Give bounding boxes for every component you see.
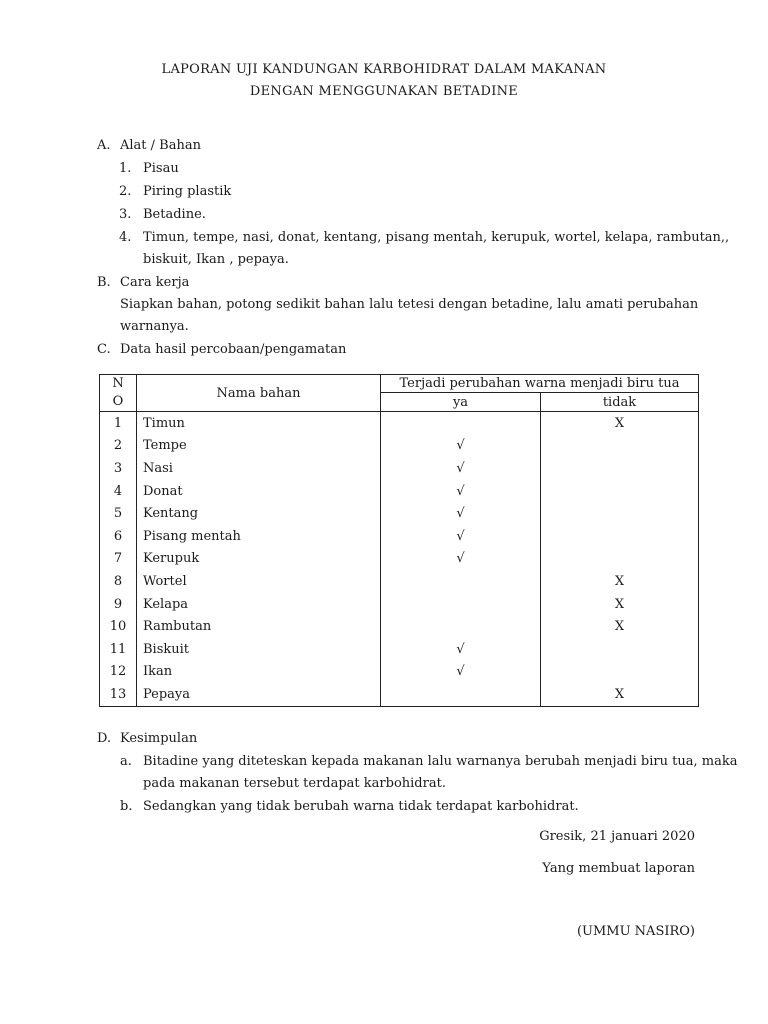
material-name: Kentang [137, 502, 381, 525]
ya-mark: √ [381, 525, 541, 548]
table-row [100, 457, 699, 480]
tidak-mark [541, 502, 699, 525]
table-row [100, 638, 699, 661]
material-name: Tempe [137, 435, 381, 458]
tidak-mark [541, 525, 699, 548]
no-header [100, 375, 137, 412]
ya-mark: √ [381, 480, 541, 503]
ya-mark [381, 570, 541, 593]
table-row [100, 435, 699, 458]
signatory-role: Yang membuat laporan [542, 861, 695, 876]
row-number: 5 [100, 502, 137, 525]
ya-mark: √ [381, 457, 541, 480]
material-name: Donat [137, 480, 381, 503]
conclusion-item-continuation: pada makanan tersebut terdapat karbohidrat. [143, 776, 446, 791]
row-number: 1 [100, 412, 137, 435]
tidak-mark [541, 548, 699, 571]
conclusion-item-marker: a. [120, 754, 132, 769]
section-a-letter: A. [97, 138, 111, 153]
row-number: 4 [100, 480, 137, 503]
material-name: Wortel [137, 570, 381, 593]
tidak-header: tidak [541, 393, 699, 412]
row-number: 13 [100, 683, 137, 706]
material-name: Timun [137, 412, 381, 435]
ya-mark: √ [381, 435, 541, 458]
no-header-top: N [112, 376, 124, 391]
color-change-header: Terjadi perubahan warna menjadi biru tua [381, 375, 699, 393]
material-name: Pisang mentah [137, 525, 381, 548]
section-d-heading: Kesimpulan [120, 731, 198, 746]
tool-item: Betadine. [143, 207, 206, 222]
row-number: 3 [100, 457, 137, 480]
row-number: 2 [100, 435, 137, 458]
report-title-line2: DENGAN MENGGUNAKAN BETADINE [249, 84, 519, 99]
observation-table [99, 374, 699, 707]
section-a-heading: Alat / Bahan [120, 138, 201, 153]
tidak-mark: X [541, 570, 699, 593]
row-number: 12 [100, 661, 137, 684]
procedure-text-line2: warnanya. [120, 319, 189, 334]
ya-mark: √ [381, 548, 541, 571]
tool-item: Piring plastik [143, 184, 232, 199]
table-row [100, 525, 699, 548]
material-name: Ikan [137, 661, 381, 684]
conclusion-item: Sedangkan yang tidak berubah warna tidak terdapat karbohidrat. [143, 799, 579, 814]
row-number: 6 [100, 525, 137, 548]
material-name: Biskuit [137, 638, 381, 661]
table-row [100, 593, 699, 616]
no-header-bottom: O [112, 394, 124, 409]
tool-item-number: 3. [119, 207, 132, 222]
table-row [100, 570, 699, 593]
section-b-heading: Cara kerja [120, 275, 190, 290]
ya-header: ya [381, 393, 541, 412]
table-row [100, 683, 699, 706]
tidak-mark [541, 638, 699, 661]
section-c-letter: C. [97, 342, 111, 357]
row-number: 10 [100, 615, 137, 638]
tidak-mark: X [541, 615, 699, 638]
ya-mark [381, 615, 541, 638]
section-b-letter: B. [97, 275, 111, 290]
tool-item-number: 1. [119, 161, 132, 176]
report-title-line1: LAPORAN UJI KANDUNGAN KARBOHIDRAT DALAM MAKANAN [161, 62, 607, 77]
row-number: 7 [100, 548, 137, 571]
tidak-mark [541, 435, 699, 458]
material-name: Pepaya [137, 683, 381, 706]
section-d-letter: D. [97, 731, 112, 746]
table-row [100, 480, 699, 503]
material-name: Kerupuk [137, 548, 381, 571]
conclusion-item: Bitadine yang diteteskan kepada makanan lalu warnanya berubah menjadi biru tua, maka [143, 754, 738, 769]
row-number: 9 [100, 593, 137, 616]
ya-mark: √ [381, 502, 541, 525]
ya-mark [381, 683, 541, 706]
table-row [100, 412, 699, 435]
ya-mark [381, 593, 541, 616]
row-number: 11 [100, 638, 137, 661]
ya-mark: √ [381, 638, 541, 661]
row-number: 8 [100, 570, 137, 593]
ya-mark [381, 412, 541, 435]
section-c-heading: Data hasil percobaan/pengamatan [120, 342, 347, 357]
tool-item-number: 2. [119, 184, 132, 199]
tidak-mark: X [541, 683, 699, 706]
conclusion-item-marker: b. [120, 799, 133, 814]
tool-item-continuation: biskuit, Ikan , pepaya. [143, 252, 289, 267]
tidak-mark: X [541, 593, 699, 616]
tidak-mark: X [541, 412, 699, 435]
tool-item: Pisau [143, 161, 179, 176]
table-row [100, 661, 699, 684]
tidak-mark [541, 480, 699, 503]
tool-item-number: 4. [119, 230, 132, 245]
tool-item: Timun, tempe, nasi, donat, kentang, pisang mentah, kerupuk, wortel, kelapa, rambutan,, [143, 230, 730, 245]
ya-mark: √ [381, 661, 541, 684]
table-row [100, 615, 699, 638]
procedure-text-line1: Siapkan bahan, potong sedikit bahan lalu tetesi dengan betadine, lalu amati perubahan [120, 297, 699, 312]
table-row [100, 502, 699, 525]
place-date: Gresik, 21 januari 2020 [539, 829, 695, 844]
name-header: Nama bahan [137, 375, 381, 412]
material-name: Kelapa [137, 593, 381, 616]
tidak-mark [541, 457, 699, 480]
tidak-mark [541, 661, 699, 684]
signatory-name: (UMMU NASIRO) [576, 924, 695, 939]
table-header-row [100, 375, 699, 393]
table-row [100, 548, 699, 571]
material-name: Rambutan [137, 615, 381, 638]
material-name: Nasi [137, 457, 381, 480]
